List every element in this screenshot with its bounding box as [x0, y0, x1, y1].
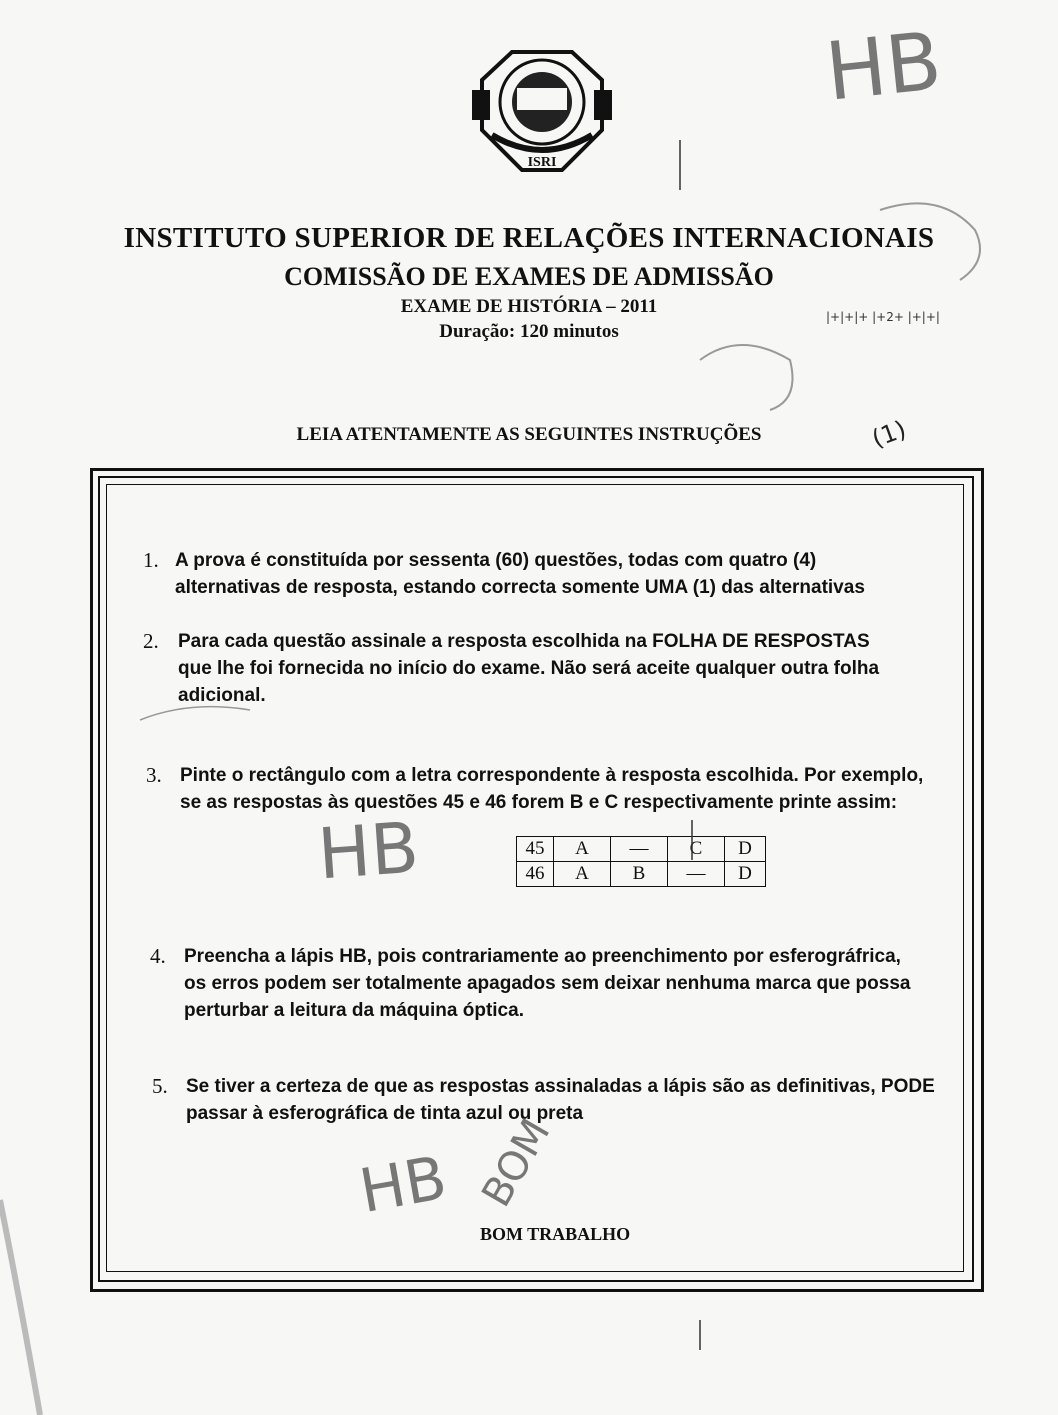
instruction-number: 2. [143, 629, 159, 653]
instruction-line: A prova é constituída por sessenta (60) questões, todas com quatro (4) [175, 550, 817, 571]
closing-message: BOM TRABALHO [480, 1224, 631, 1244]
commission-subtitle: COMISSÃO DE EXAMES DE ADMISSÃO [284, 262, 774, 291]
instruction-number: 4. [150, 944, 166, 968]
instruction-number: 1. [143, 548, 159, 572]
answer-cell: D [725, 862, 766, 887]
instruction-number: 5. [152, 1074, 168, 1098]
handwritten-hb-bottom: HB [354, 1143, 452, 1227]
instruction-line: Se tiver a certeza de que as respostas assinaladas a lápis são as definitivas, PODE [186, 1076, 935, 1097]
answer-cell: A [554, 837, 611, 862]
question-number: 46 [517, 862, 554, 887]
handwritten-bom: BOM [473, 1111, 560, 1215]
instruction-line: se as respostas às questões 45 e 46 forem B e C respectivamente printe assim: [180, 792, 898, 813]
table-row [517, 837, 766, 862]
answer-cell-filled: — [668, 862, 725, 887]
handwritten-hb-left: HB [315, 806, 422, 896]
question-number: 45 [517, 837, 554, 862]
answer-cell: D [725, 837, 766, 862]
handwritten-mark: (1) [868, 415, 910, 453]
table-row [517, 862, 766, 887]
answer-cell: B [611, 862, 668, 887]
instruction-line: perturbar a leitura da máquina óptica. [184, 1000, 524, 1021]
instruction-number: 3. [146, 763, 162, 787]
instruction-line: Preencha a lápis HB, pois contrariamente ao preenchimento por esferográfrica, [184, 946, 901, 967]
answer-cell: C [668, 837, 725, 862]
answer-cell: A [554, 862, 611, 887]
instruction-line: passar à esferográfica de tinta azul ou preta [186, 1103, 584, 1124]
institute-emblem [462, 40, 622, 190]
instruction-line: adicional. [178, 685, 266, 706]
instruction-line: que lhe foi fornecida no início do exame. Não será aceite qualquer outra folha [178, 658, 880, 679]
handwritten-hb-top: HB [821, 14, 946, 119]
example-answer-table [516, 836, 766, 887]
exam-duration: Duração: 120 minutos [439, 321, 619, 342]
institute-title: INSTITUTO SUPERIOR DE RELAÇÕES INTERNACIONAIS [123, 222, 935, 254]
instruction-line: alternativas de resposta, estando correcta somente UMA (1) das alternativas [175, 577, 865, 598]
read-instructions-heading: LEIA ATENTAMENTE AS SEGUINTES INSTRUÇÕES [296, 424, 762, 445]
emblem-label: ISRI [527, 155, 557, 170]
answer-cell-filled: — [611, 837, 668, 862]
instruction-line: Para cada questão assinale a resposta escolhida na FOLHA DE RESPOSTAS [178, 631, 870, 652]
exam-name: EXAME DE HISTÓRIA – 2011 [400, 296, 658, 317]
instruction-line: Pinte o rectângulo com a letra correspondente à resposta escolhida. Por exemplo, [180, 765, 924, 786]
instruction-line: os erros podem ser totalmente apagados sem deixar nenhuma marca que possa [184, 973, 911, 994]
handwritten-tally: |+|+|+ |+2+ |+|+| [826, 310, 940, 324]
